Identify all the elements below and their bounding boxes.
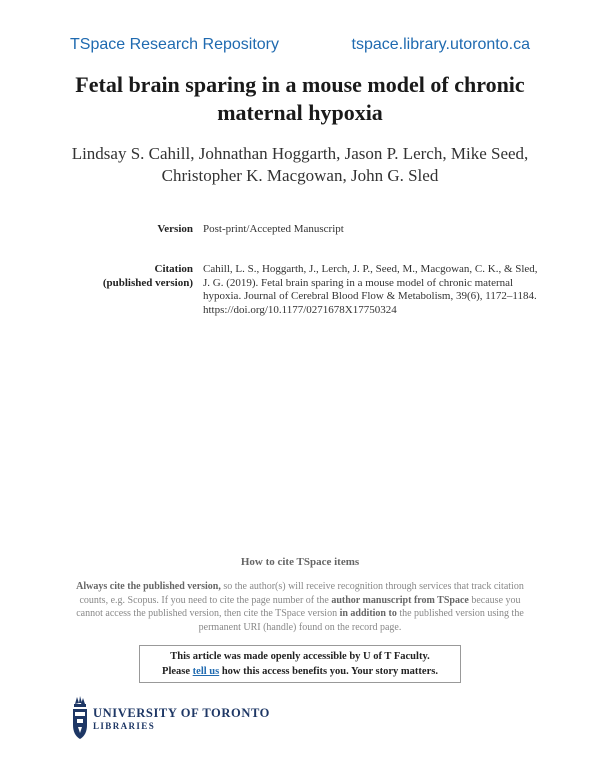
repository-header [70, 36, 530, 54]
repository-domain: tspace.library.utoronto.ca [351, 36, 530, 53]
authors-line-2: Christopher K. Macgowan, John G. Sled [161, 166, 439, 185]
how-to-cite-heading: How to cite TSpace items [240, 556, 360, 568]
repository-name: TSpace Research Repository [70, 36, 279, 53]
cite-emphasis-2: author manuscript from TSpace [331, 594, 469, 606]
tell-us-link[interactable]: tell us [192, 665, 220, 677]
citation-value: Cahill, L. S., Hoggarth, J., Lerch, J. P., Seed, M., Macgowan, C. K., & Sled, J. G. (2019). Fetal brain sparing in a mouse model of chronic maternal hypoxia. Journal of Cerebral Blood Flow & Metabolism, 39(6), 1172–1184. https://doi.org/10.1177/0271678X17750324 [203, 263, 538, 316]
citation-label-line-1: Citation [154, 263, 193, 275]
author-list [40, 143, 560, 187]
article-title: Fetal brain sparing in a mouse model of chronic maternal hypoxia [75, 72, 525, 125]
cite-text-1: so the author(s) will receive recognition through services that track citation counts, e.g. Scopus. If you need to cite the page number of the [79, 581, 524, 606]
cite-text-3: the published version using the permanent URI (handle) found on the record page. [198, 608, 524, 633]
citation-row [70, 263, 540, 317]
authors-line-1: Lindsay S. Cahill, Johnathan Hoggarth, Jason P. Lerch, Mike Seed, [71, 144, 529, 163]
cite-emphasis-3: in addition to [339, 608, 397, 619]
version-row [70, 223, 540, 237]
open-access-notice [139, 645, 461, 683]
version-label: Version [157, 223, 193, 235]
logo-university-name: UNIVERSITY OF TORONTO [93, 705, 270, 720]
cite-emphasis-1: Always cite the published version, [76, 581, 221, 592]
logo-wordmark [93, 706, 270, 731]
cite-text-2: because you cannot access the published version, then cite the TSpace version [76, 594, 521, 619]
citation-label [70, 263, 203, 317]
access-line-1: This article was made openly accessible by U of T Faculty. [170, 651, 430, 662]
logo-libraries: LIBRARIES [93, 720, 156, 731]
version-value: Post-print/Accepted Manuscript [203, 223, 344, 235]
access-line-2-pre: Please [162, 665, 193, 677]
how-to-cite-text [75, 580, 525, 634]
access-line-2 [140, 665, 460, 680]
access-line-2-post: how this access benefits you. Your story matters. [219, 665, 438, 677]
crest-icon [70, 695, 90, 741]
uoft-libraries-logo [70, 693, 270, 743]
citation-label-line-2: (published version) [102, 276, 193, 289]
